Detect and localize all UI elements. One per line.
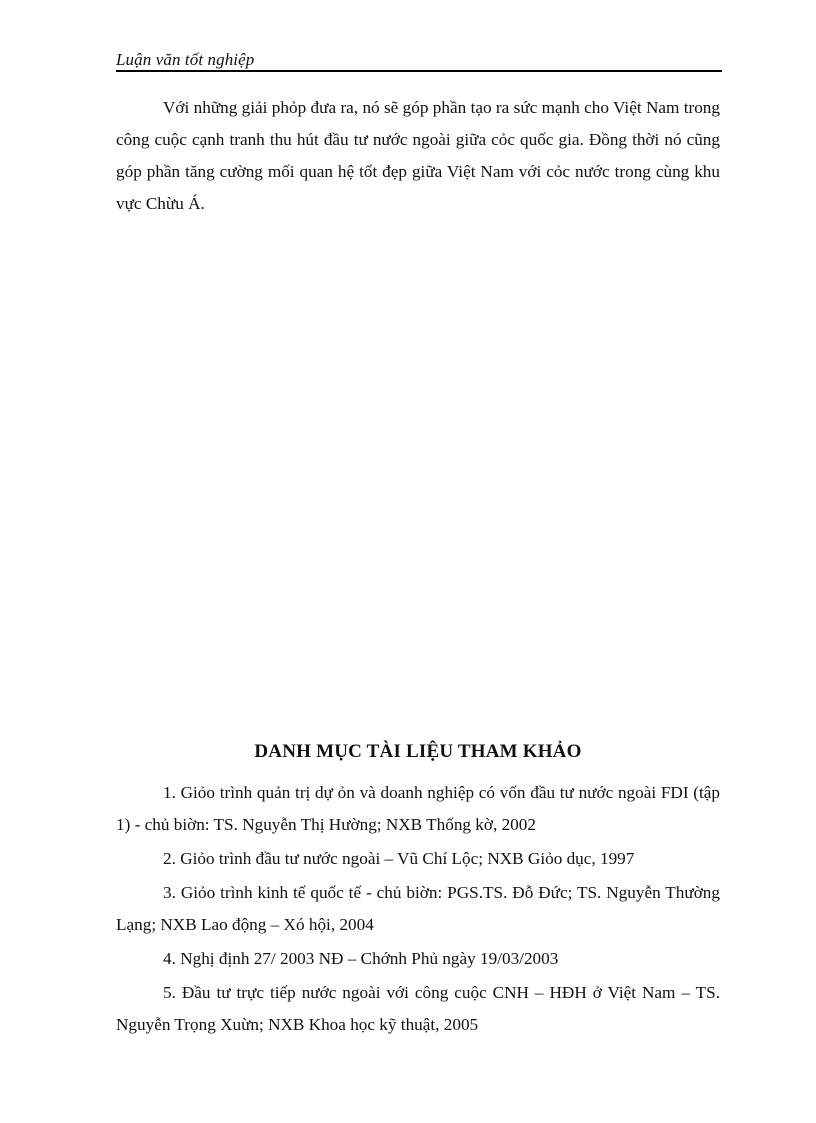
- reference-item-2: 2. Giỏo trình đầu tư nước ngoài – Vũ Chí Lộc; NXB Giỏo dục, 1997: [163, 849, 635, 868]
- reference-item-3: 3. Giỏo trình kinh tế quốc tế - chủ biờn: PGS.TS. Đỗ Đức; TS. Nguyễn Thường Lạng; NXB Lao động – Xó hội, 2004: [116, 883, 720, 934]
- reference-item-4: 4. Nghị định 27/ 2003 NĐ – Chớnh Phủ ngày 19/03/2003: [163, 949, 559, 968]
- reference-item-1: 1. Giỏo trình quản trị dự ỏn và doanh nghiệp có vốn đầu tư nước ngoài FDI (tập 1) - chủ biờn: TS. Nguyễn Thị Hường; NXB Thống kờ, 2002: [116, 783, 720, 834]
- intro-paragraph: Với những giải phỏp đưa ra, nó sẽ góp phần tạo ra sức mạnh cho Việt Nam trong công cuộc cạnh tranh thu hút đầu tư nước ngoài giữa cỏc quốc gia. Đồng thời nó cũng góp phần tăng cường mối quan hệ tốt đẹp giữa Việt Nam với cỏc nước trong cùng khu vực Chừu Á.: [116, 98, 720, 213]
- reference-item-5: 5. Đầu tư trực tiếp nước ngoài với công cuộc CNH – HĐH ở Việt Nam – TS. Nguyễn Trọng Xuừn; NXB Khoa học kỹ thuật, 2005: [116, 983, 720, 1034]
- page-header: [116, 48, 722, 72]
- references-list: [116, 777, 720, 1043]
- references-title: DANH MỤC TÀI LIỆU THAM KHẢO: [254, 741, 582, 762]
- header-title: Luận văn tốt nghiệp: [116, 50, 255, 69]
